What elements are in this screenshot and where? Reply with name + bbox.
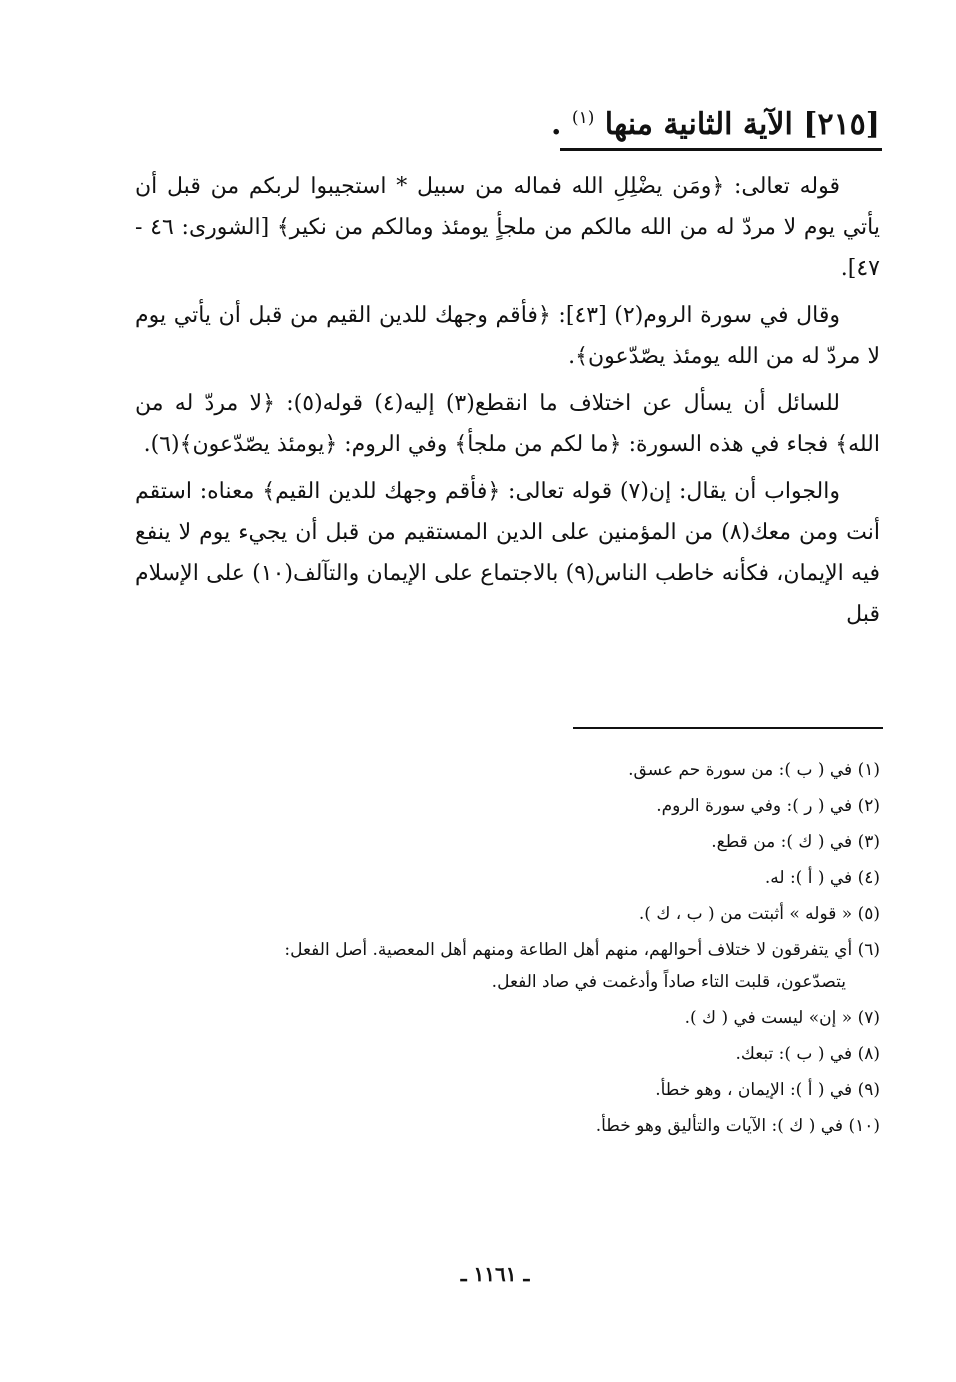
- footnote-7: (٧) « إن» ليست في ( ك ).: [684, 1008, 880, 1028]
- footnote-1: (١) في ( ب ): من سورة حم عسق.: [628, 760, 880, 780]
- footnote-5: (٥) « قوله » أثبتت من ( ب ، ك ).: [638, 904, 880, 924]
- footnote-6-continued: يتصدّعون، قلبت التاء صاداً وأدغمت في صاد الفعل.: [491, 972, 846, 992]
- heading-footnote-ref: (١): [571, 108, 595, 128]
- heading-underline: [560, 148, 882, 151]
- page-number: ـ ١١٦١ ـ: [460, 1262, 530, 1286]
- footnote-6: (٦) أي يتفرقون لا ختلاف أحوالهم، منهم أهل الطاعة ومنهم أهل المعصية. أصل الفعل:: [284, 940, 880, 960]
- heading-text: [٢١٥] الآية الثانية منها: [604, 107, 880, 142]
- footnote-8: (٨) في ( ب ): تبعك.: [735, 1044, 880, 1064]
- section-heading: [551, 96, 880, 147]
- footnote-divider: [573, 727, 883, 729]
- main-text: [135, 166, 880, 641]
- heading-tail: .: [551, 107, 562, 142]
- footnote-4: (٤) في ( أ ): له.: [764, 868, 880, 888]
- paragraph-3: للسائل أن يسأل عن اختلاف ما انقطع(٣) إليه(٤) قوله(٥): ﴿لا مردّ له من الله﴾ فجاء في هذه السورة: ﴿ما لكم من ملجأ﴾ وفي الروم: ﴿يومئذ يصّدّعون﴾(٦).: [135, 391, 880, 457]
- paragraph-4: والجواب أن يقال: إن(٧) قوله تعالى: ﴿فأقم وجهك للدين القيم﴾ معناه: استقم أنت ومن معك(٨) من المؤمنين على الدين المستقيم من قبل أن يجيء يوم لا ينفع فيه الإيمان، فكأنه خاطب الناس(٩) بالاجتماع على الإيمان والتآلف(١٠) على الإسلام قبل: [135, 479, 880, 627]
- footnote-9: (٩) في ( أ ): الإيمان ، وهو خطأ.: [655, 1080, 880, 1100]
- paragraph-2: وقال في سورة الروم(٢) [٤٣]: ﴿فأقم وجهك للدين القيم من قبل أن يأتي يوم لا مردّ له من الله يومئذ يصّدّعون﴾.: [135, 303, 880, 369]
- footnotes: [135, 756, 880, 1148]
- footnote-3: (٣) في ( ك ): من قطع.: [711, 832, 880, 852]
- paragraph-1: قوله تعالى: ﴿ومَن يضْلِلِ الله فماله من سبيل * استجيبوا لربكم من قبل أن يأتي يوم لا مردّ له من الله مالكم من ملجأٍ يومئذ ومالكم من نكير﴾ [الشورى: ٤٦ - ٤٧].: [135, 174, 880, 281]
- footnote-2: (٢) في ( ر ): وفي سورة الروم.: [656, 796, 880, 816]
- footnote-10: (١٠) في ( ك ): الآيات والتأليق وهو خطأ.: [595, 1116, 880, 1136]
